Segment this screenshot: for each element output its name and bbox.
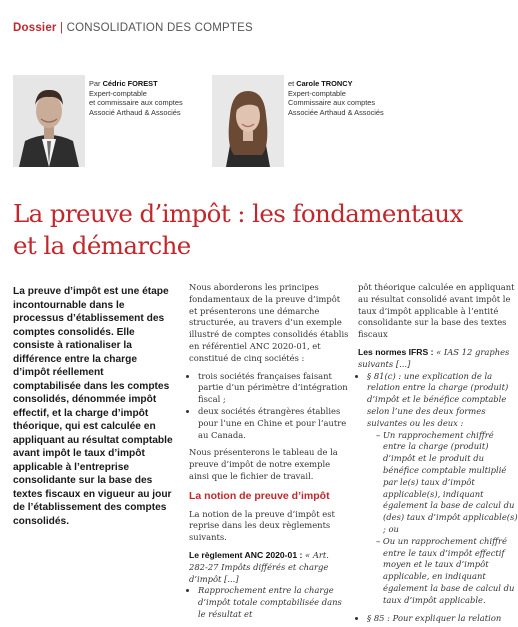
bullet-list — [189, 371, 349, 442]
bullet-list — [189, 585, 349, 620]
header-separator: | — [60, 22, 64, 34]
article-title — [13, 198, 463, 262]
bullet-list — [358, 371, 518, 625]
author-credit-2 — [288, 79, 384, 117]
section-heading: La notion de preuve d’impôt — [189, 489, 330, 502]
regulation-label: Le règlement ANC 2020-01 : — [189, 549, 303, 560]
article-column-3-viewport — [358, 282, 518, 623]
paragraph: Nous aborderons les principes fondamentaux de la preuve d’impôt et présenterons une démarche structurée, au travers d’un exemple illustré de comptes consolidés établis en référentiel ANC 2020-01, et constitué de cinq sociétés : — [189, 282, 349, 363]
article-lead: La preuve d’impôt est une étape incontournable dans le processus d’établissement des comptes consolidés. Elle consiste à rationaliser la différence entre la charge d’impôt réellement comptabilisée dans les comptes consolidés, dénommée impôt effectif, et la charge d’impôt théorique, qui est calculée en appliquant au résultat comptable avant impôt le taux d’impôt applicable à l’entreprise consolidante sur la base des textes fiscaux en vigueur au jour de l’établissement des comptes consolidés. — [13, 286, 173, 527]
regulation-citation — [189, 550, 349, 585]
dash-item: – Ou un rapprochement chiffré entre le taux d’impôt effectif moyen et le taux d’impôt applicable, en indiquant également la base de calcul du taux d’impôt applicable. — [376, 535, 515, 605]
author-firm: Associée Arthaud & Associés — [288, 107, 384, 117]
author-role: et commissaire aux comptes — [89, 98, 183, 108]
list-item: • deux sociétés étrangères établies pour l’une en Chine et pour l’autre au Canada. — [198, 406, 349, 441]
author-prefix: et — [288, 79, 295, 88]
title-line: et la démarche — [13, 231, 191, 260]
dash-item-text: Ou un rapprochement chiffré entre le taux d’impôt effectif moyen et le taux d’impôt applicable, en indiquant également la base de calcul du taux d’impôt applicable. — [382, 535, 515, 605]
article-column-2 — [189, 282, 349, 627]
ifrs-citation — [358, 347, 518, 371]
list-item: • trois sociétés françaises faisant partie d’un périmètre d’intégration fiscal ; — [198, 371, 349, 406]
paragraph: Nous présenterons le tableau de la preuve d’impôt de notre exemple ainsi que le fichier de travail. — [189, 447, 338, 481]
author-name: Carole TRONCY — [296, 79, 353, 88]
author-firm: Associé Arthaud & Associés — [89, 107, 181, 117]
author-prefix: Par — [89, 79, 101, 88]
paragraph: pôt théorique calculée en appliquant au résultat consolidé avant impôt le taux d’impôt applicable à l’entité consolidante sur la base des textes fiscaux — [358, 282, 515, 340]
dash-item-text: Un rapprochement chiffré entre la charge (produit) d’impôt et le produit du bénéfice comptable multiplié par le(s) taux d’impôt applicable(s), indiquant également la base de calcul du (des) taux d’impôt applicable(s) ; ou — [382, 429, 518, 534]
author-photo-carole — [212, 75, 284, 167]
list-item-text: § 81(c) : une explication de la relation entre la charge (produit) d’impôt et le bénéfice comptable selon l’une des deux formes suivantes ou les deux : — [367, 370, 509, 428]
list-item — [367, 371, 518, 607]
regulation-quote: « Art. 282-27 Impôts différés et charge d’impôt [...] — [189, 549, 329, 584]
dash-list — [367, 430, 518, 607]
list-item: • Rapprochement entre la charge d’impôt totale comptabilisée dans le résultat et — [198, 585, 349, 620]
ifrs-label: Les normes IFRS : — [358, 346, 434, 357]
author-name: Cédric FOREST — [102, 79, 158, 88]
author-photo-cedric — [13, 75, 85, 167]
author-credit-1 — [89, 79, 183, 117]
article-column-3 — [358, 282, 518, 624]
author-role: Expert-comptable — [288, 88, 346, 98]
ifrs-quote: « IAS 12 graphes suivants [...] — [358, 346, 510, 369]
author-role: Expert-comptable — [89, 88, 147, 98]
author-role: Commissaire aux comptes — [288, 98, 376, 108]
title-line: La preuve d’impôt : les fondamentaux — [13, 199, 463, 228]
section-topic: CONSOLIDATION DES COMPTES — [66, 22, 253, 34]
section-header — [13, 22, 253, 34]
list-item: • § 85 : Pour expliquer la relation — [367, 613, 518, 625]
paragraph: La notion de la preuve d’impôt est reprise dans les deux règlements suivants. — [189, 508, 335, 543]
section-label: Dossier — [13, 22, 57, 34]
dash-item: – Un rapprochement chiffré entre la charge (produit) d’impôt et le produit du bénéfice comptable multiplié par le(s) taux d’impôt applicable(s), indiquant également la base de calcul du (des) taux d’impôt applicable(s) ; ou — [376, 429, 518, 534]
